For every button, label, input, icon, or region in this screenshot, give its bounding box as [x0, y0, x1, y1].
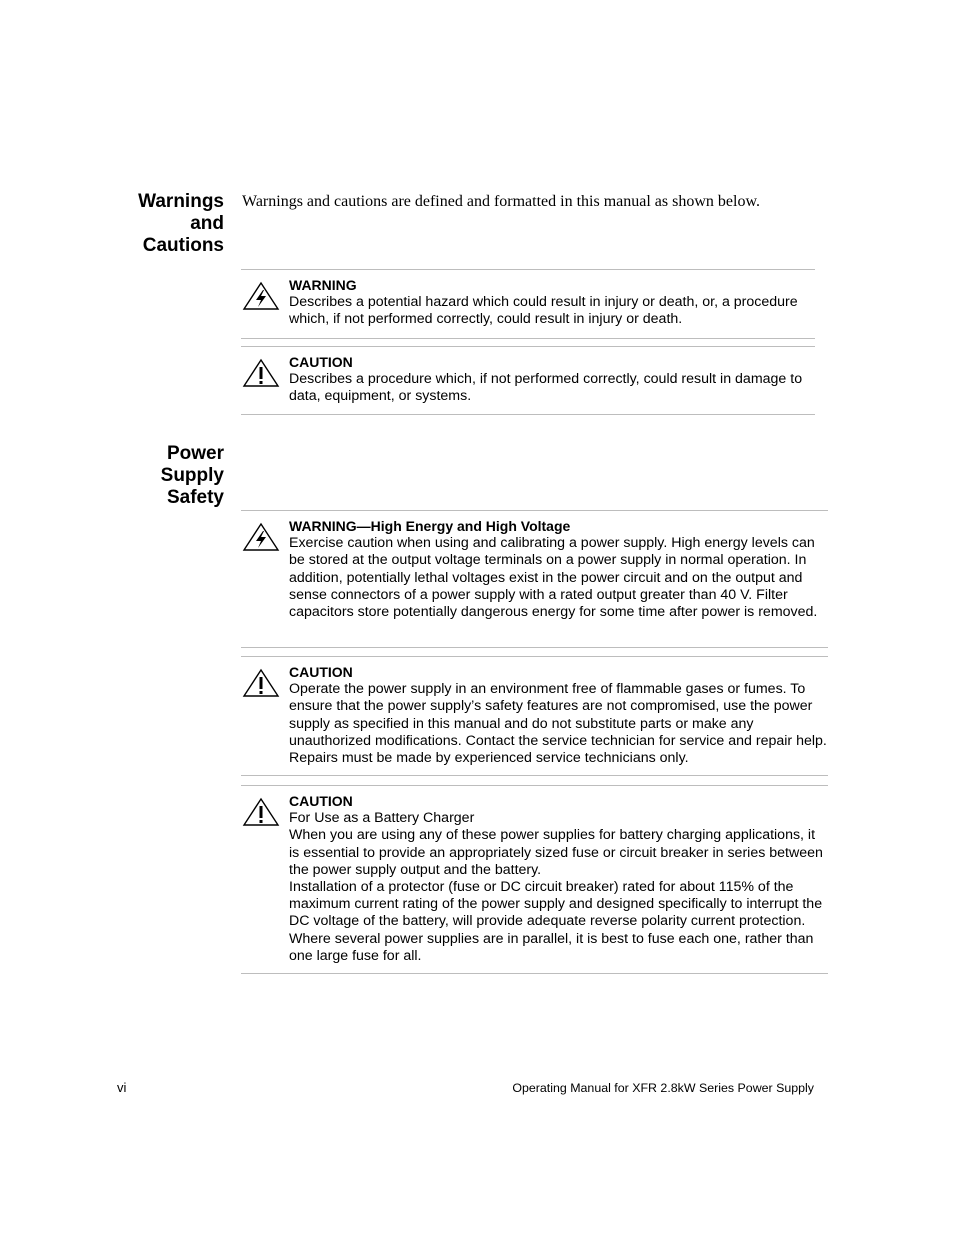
notice-text: Describes a potential hazard which could result in injury or death, or, a procedure which, if not performed correctly, could result in injury or death. — [289, 294, 798, 328]
notice-text: Exercise caution when using and calibrating a power supply. High energy levels can be stored at the output voltage terminals on a power supply in normal operation. In addition, potentially lethal voltages exist in the power circuit and on the output and sense connectors of a power supply with a rated output greater than 40 V. Filter capacitors store potentially dangerous energy for some time after power is removed. — [289, 535, 818, 621]
caution-icon — [242, 668, 280, 698]
footer-title: Operating Manual for XFR 2.8kW Series Power Supply — [512, 1081, 814, 1095]
heading-line: and — [190, 213, 224, 234]
caution-icon — [242, 797, 280, 827]
heading-line: Power — [166, 443, 224, 464]
notice-text: Installation of a protector (fuse or DC circuit breaker) rated for about 115% of the maximum current rating of the power supply and designed specifically to interrupt the DC voltage of the battery, will provide adequate reverse polarity current protection. Where several power supplies are in parallel, it is best to fuse each one, rather than one large fuse for all. — [289, 879, 823, 964]
heading-line: Safety — [166, 487, 224, 508]
section-heading-warnings-cautions — [100, 191, 224, 257]
notice-title: WARNING—High Energy and High Voltage — [289, 518, 571, 534]
high-voltage-icon — [242, 522, 280, 552]
notice-title: WARNING — [289, 277, 357, 293]
intro-paragraph: Warnings and cautions are defined and formatted in this manual as shown below. — [242, 193, 760, 210]
high-energy-warning-notice — [241, 510, 828, 648]
high-voltage-icon — [242, 281, 280, 311]
notice-title: CAUTION — [289, 664, 353, 680]
caution-notice — [241, 346, 815, 415]
section-heading-power-supply-safety — [100, 443, 224, 509]
notice-title: CAUTION — [289, 793, 353, 809]
heading-line: Supply — [160, 465, 224, 486]
page-number: vi — [117, 1080, 127, 1095]
warning-notice — [241, 269, 815, 339]
heading-line: Warnings — [138, 191, 224, 212]
notice-text: Describes a procedure which, if not performed correctly, could result in damage to data, equipment, or systems. — [289, 371, 803, 405]
notice-text: When you are using any of these power supplies for battery charging applications, it is essential to provide an appropriately sized fuse or circuit breaker in series between the power supply output and the battery. — [289, 827, 823, 878]
caution-notice — [241, 656, 828, 776]
battery-charger-caution-notice — [241, 785, 828, 974]
notice-subtitle: For Use as a Battery Charger — [289, 810, 475, 827]
caution-icon — [242, 358, 280, 388]
heading-line: Cautions — [142, 235, 224, 256]
notice-title: CAUTION — [289, 354, 353, 370]
notice-text: Operate the power supply in an environment free of flammable gases or fumes. To ensure that the power supply’s safety features are not compromised, use the power supply as specified in this manual and do not substitute parts or make any unauthorized modifications. Contact the service technician for service and repair help. Repairs must be made by experienced service technicians only. — [289, 681, 827, 767]
